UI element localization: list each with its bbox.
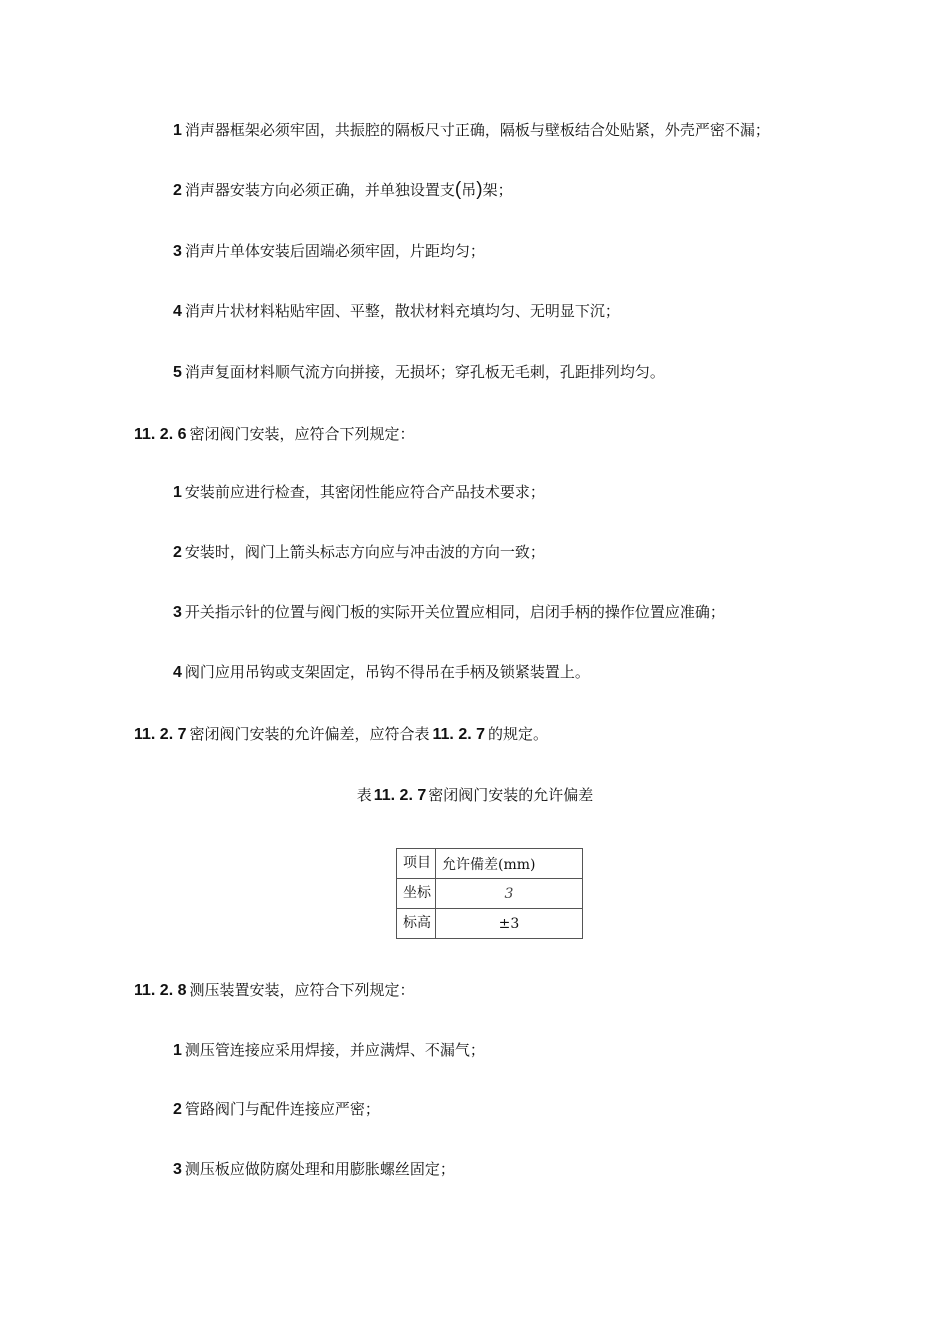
item-6-2 — [173, 542, 545, 563]
clause-text: 密闭阀门安装的允许偏差，应符合表 — [189, 725, 430, 743]
item-number: 2 — [173, 544, 182, 561]
table-header-row — [397, 849, 583, 879]
clause-number: 11. 2. 7 — [134, 726, 187, 743]
item-text: 开关指示针的位置与阀门板的实际开关位置应相同，启闭手柄的操作位置应准确； — [184, 603, 725, 621]
item-number: 2 — [173, 182, 182, 199]
clause-11-2-6 — [134, 424, 415, 445]
table-row — [397, 909, 583, 939]
item-text: 阀门应用吊钩或支架固定，吊钩不得吊在手柄及锁紧装置上。 — [184, 663, 590, 681]
item-text: 消声器框架必须牢固，共振腔的隔板尺寸正确，隔板与壁板结合处贴紧，外壳严密不漏； — [184, 121, 770, 139]
item-text: 消声复面材料顺气流方向拼接，无损坏；穿孔板无毛刺，孔距排列均匀。 — [184, 363, 665, 381]
clause-number: 11. 2. 8 — [134, 982, 187, 999]
item-8-1 — [173, 1040, 485, 1061]
caption-prefix: 表 — [356, 786, 372, 804]
item-5 — [173, 362, 665, 383]
item-1 — [173, 120, 770, 141]
item-text: 消声片单体安装后固端必须牢固，片距均匀； — [184, 242, 485, 260]
item-number: 5 — [173, 364, 182, 381]
item-number: 1 — [173, 1042, 182, 1059]
item-text: 管路阀门与配件连接应严密； — [184, 1100, 380, 1118]
item-number: 1 — [173, 484, 182, 501]
item-number: 4 — [173, 664, 182, 681]
header-item-cell — [397, 849, 436, 879]
row-item-cell — [397, 879, 436, 909]
item-4 — [173, 301, 620, 322]
item-text: 消声器安装方向必须正确，并单独设置支 — [184, 181, 455, 199]
item-number: 2 — [173, 1101, 182, 1118]
item-number: 3 — [173, 243, 182, 260]
item-6-3 — [173, 602, 725, 623]
item-number: 3 — [173, 604, 182, 621]
row-item-text: 标高 — [403, 915, 431, 931]
caption-text: 密闭阀门安装的允许偏差 — [428, 786, 594, 804]
paren-close: ) — [476, 179, 483, 200]
item-text: 测压管连接应采用焊接，并应满焊、不漏气； — [184, 1041, 485, 1059]
table-reference: 11. 2. 7 — [432, 726, 486, 743]
item-3 — [173, 241, 485, 262]
item-6-1 — [173, 482, 545, 503]
table-row — [397, 879, 583, 909]
header-tolerance-cell: 允许備差(mm) — [436, 849, 583, 879]
row-value-cell: 3 — [436, 879, 583, 909]
item-text: 吊 — [461, 181, 477, 199]
item-text: 安装时，阀门上箭头标志方向应与冲击波的方向一致； — [184, 543, 545, 561]
caption-number: 11. 2. 7 — [373, 787, 427, 804]
tolerance-table — [396, 848, 583, 939]
item-8-3 — [173, 1159, 455, 1180]
clause-number: 11. 2. 6 — [134, 426, 187, 443]
paren-open: ( — [454, 179, 462, 200]
item-2 — [173, 180, 513, 201]
item-number: 1 — [173, 122, 182, 139]
clause-text: 密闭阀门安装，应符合下列规定： — [189, 425, 415, 443]
row-value-cell: ±3 — [436, 909, 583, 939]
clause-text: 的规定。 — [488, 725, 549, 743]
table-caption — [0, 785, 950, 806]
item-text: 安装前应进行检查，其密闭性能应符合产品技术要求； — [184, 483, 545, 501]
header-item-text: 项目 — [403, 855, 431, 871]
item-6-4 — [173, 662, 590, 683]
item-text: 架； — [482, 181, 513, 199]
item-number: 3 — [173, 1161, 182, 1178]
item-text: 消声片状材料粘贴牢固、平整，散状材料充填均匀、无明显下沉； — [184, 302, 620, 320]
item-text: 测压板应做防腐处理和用膨胀螺丝固定； — [184, 1160, 455, 1178]
item-number: 4 — [173, 303, 182, 320]
item-8-2 — [173, 1099, 380, 1120]
clause-11-2-8 — [134, 980, 415, 1001]
row-item-text: 坐标 — [403, 885, 431, 901]
clause-text: 测压装置安装，应符合下列规定： — [189, 981, 415, 999]
row-item-cell — [397, 909, 436, 939]
clause-11-2-7 — [134, 724, 548, 745]
